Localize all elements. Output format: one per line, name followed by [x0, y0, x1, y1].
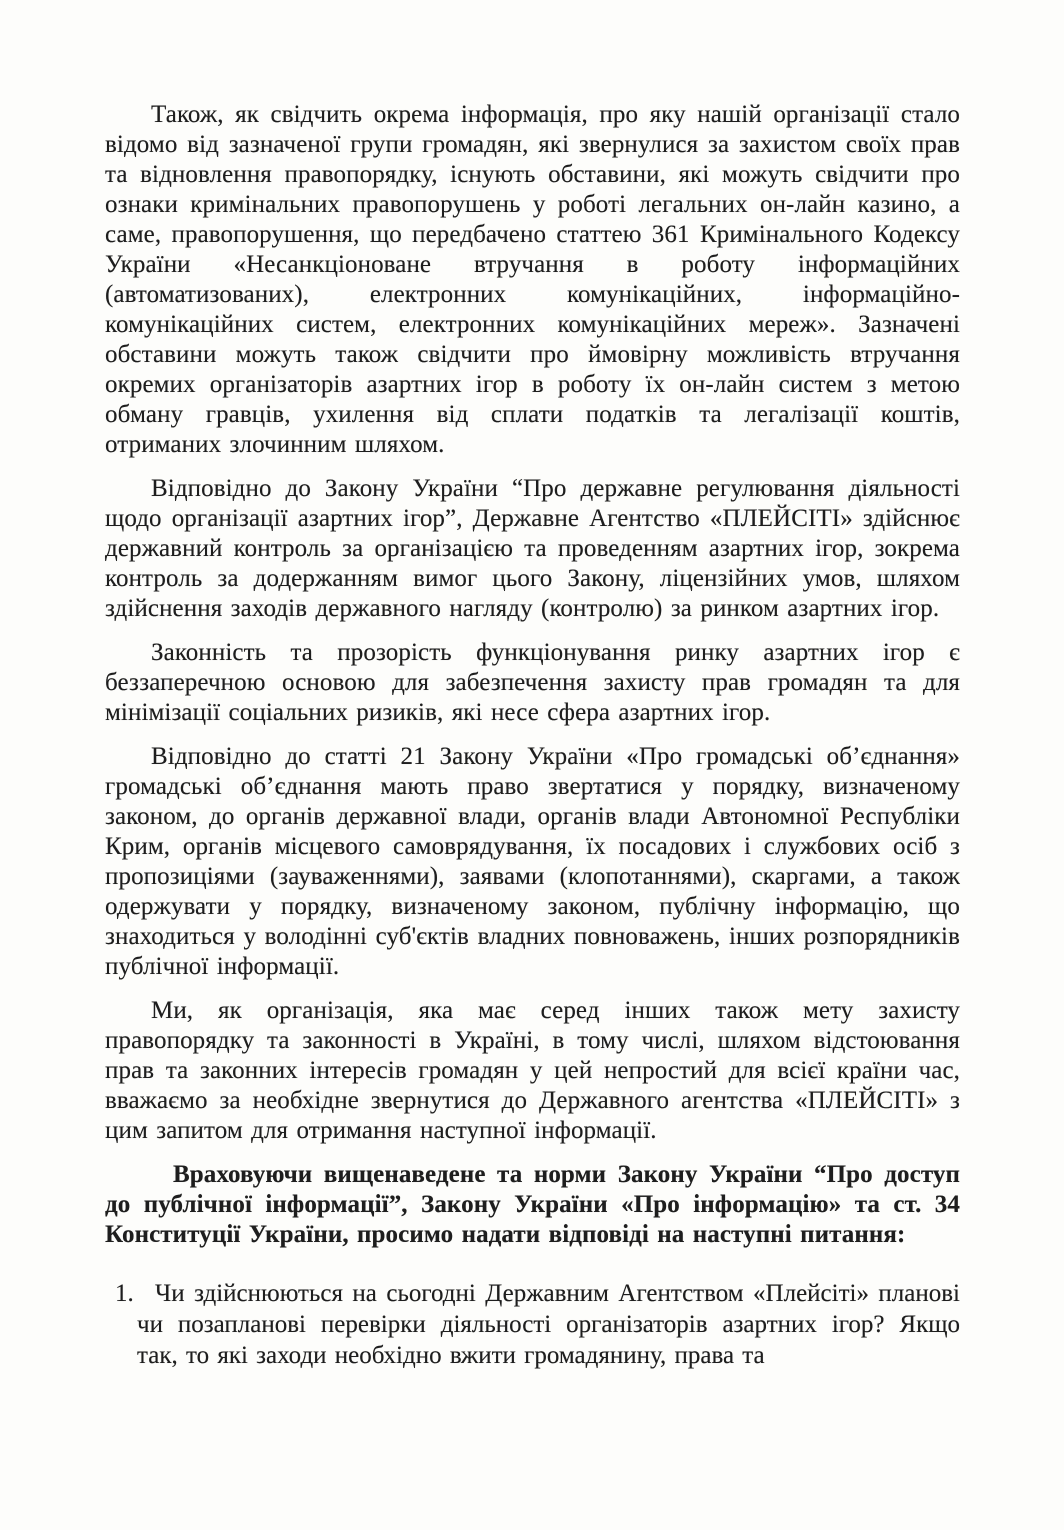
list-item-text: Чи здійснюються на сьогодні Державним Агентством «Плейсіті» планові чи позапланові перевірки діяльності організаторів азартних ігор? Якщо так, то які заходи необхідно вжити громадянину, права та [137, 1280, 960, 1369]
question-list [105, 1278, 960, 1371]
text-block [105, 100, 960, 1371]
paragraph-state-regulation-law: Відповідно до Закону України “Про державне регулювання діяльності щодо організації азартних ігор”, Державне Агентство «ПЛЕЙСІТІ» здійснює державний контроль за організацією та проведенням азартних ігор, зокрема контроль за додержанням вимог цього Закону, ліцензійних умов, шляхом здійснення заходів державного нагляду (контролю) за ринком азартних ігор. [105, 475, 960, 622]
list-item-number: 1. [115, 1280, 134, 1307]
paragraph-criminal-offenses: Також, як свідчить окрема інформація, про яку нашій організації стало відомо від зазначеної групи громадян, які звернулися за захистом своїх прав та відновлення правопорядку, існують обставини, які можуть свідчити про ознаки кримінальних правопорушень у роботі легальних он-лайн казино, а саме, правопорушення, що передбачено статтею 361 Кримінального Кодексу України «Несанкціоноване втручання в роботу інформаційних (автоматизованих), електронних комунікаційних, інформаційно-комунікаційних систем, електронних комунікаційних мереж». Зазначені обставини можуть також свідчити про ймовірну можливість втручання окремих організаторів азартних ігор в роботу їх он-лайн систем з метою обману гравців, ухилення від сплати податків та легалізації коштів, отриманих злочинним шляхом. [105, 101, 960, 458]
list-item-question-1 [105, 1278, 960, 1371]
paragraph-article-21-public-associations: Відповідно до статті 21 Закону України «Про громадські об’єднання» громадські об’єднання мають право звертатися у порядку, визначеному законом, до органів державної влади, органів влади Автономної Республіки Крим, органів місцевого самоврядування, їх посадових і службових осіб з пропозиціями (зауваженнями), заявами (клопотаннями), скаргами, а також одержувати у порядку, визначеному законом, публічну інформацію, що знаходиться у володінні суб'єктів владних повноважень, інших розпорядників публічної інформації. [105, 743, 960, 980]
paragraph-legality-transparency: Законність та прозорість функціонування ринку азартних ігор є беззаперечною основою для забезпечення захисту прав громадян та для мінімізації соціальних ризиків, які несе сфера азартних ігор. [105, 639, 960, 726]
paragraph-organization-purpose: Ми, як організація, яка має серед інших також мету захисту правопорядку та законності в Україні, в тому числі, шляхом відстоювання прав та законних інтересів громадян у цей непростий для всієї країни час, вважаємо за необхідне звернутися до Державного агентства «ПЛЕЙСІТІ» з цим запитом для отримання наступної інформації. [105, 997, 960, 1144]
paragraph-request-intro-bold: Враховуючи вищенаведене та норми Закону України “Про доступ до публічної інформації”, Закону України «Про інформацію» та ст. 34 Конституції України, просимо надати відповіді на наступні питання: [105, 1161, 960, 1248]
